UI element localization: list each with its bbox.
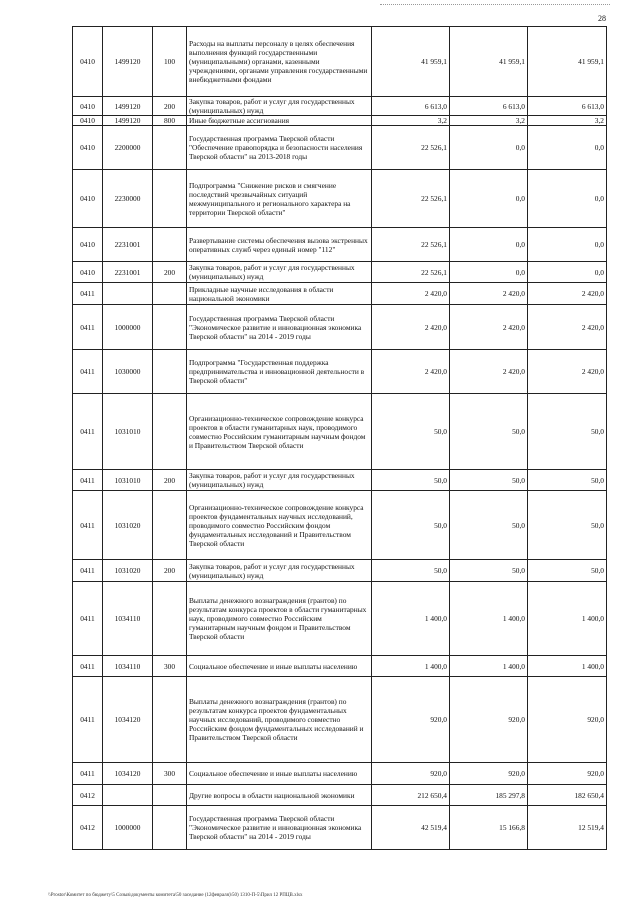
amount-year1-cell: 1 400,0: [372, 656, 450, 677]
section-code-cell: 0411: [73, 394, 103, 470]
item-name-cell: Государственная программа Тверской области "Экономическое развитие и инновационная экономика Тверской области" на 2014 - 2019 годы: [187, 305, 372, 350]
target-article-cell: 1499120: [103, 97, 153, 116]
section-code-cell: 0412: [73, 806, 103, 850]
amount-year3-cell: 12 519,4: [528, 806, 607, 850]
target-article-cell: 2200000: [103, 126, 153, 170]
target-article-cell: 1034110: [103, 582, 153, 656]
amount-year3-cell: 0,0: [528, 170, 607, 228]
amount-year2-cell: 0,0: [450, 170, 528, 228]
item-name-cell: Развертывание системы обеспечения вызова экстренных оперативных служб через единый номер "112": [187, 228, 372, 262]
expense-type-cell: 200: [153, 560, 187, 582]
amount-year3-cell: 3,2: [528, 116, 607, 126]
table-row: [73, 785, 607, 806]
item-name-cell: Расходы на выплаты персоналу в целях обеспечения выполнения функций государственными (муниципальными) органами, казенными учреждениями, органами управления государственными внебюджетными фондами: [187, 27, 372, 97]
item-name-cell: Организационно-техническое сопровождение конкурса проектов фундаментальных научных исследований, проводимого совместно Российским фондом фундаментальных исследований и Правительством Тверской области: [187, 491, 372, 560]
expense-type-cell: [153, 170, 187, 228]
table-row: [73, 394, 607, 470]
amount-year2-cell: 50,0: [450, 394, 528, 470]
amount-year1-cell: 41 959,1: [372, 27, 450, 97]
expense-type-cell: 100: [153, 27, 187, 97]
section-code-cell: 0410: [73, 170, 103, 228]
section-code-cell: 0411: [73, 677, 103, 763]
amount-year1-cell: 22 526,1: [372, 262, 450, 283]
item-name-cell: Выплаты денежного вознаграждения (грантов) по результатам конкурса проектов фундаментальных научных исследований, проводимого совместно Российским фондом фундаментальных исследований и Правительством Тверской области: [187, 677, 372, 763]
file-path-footer: \\Prostor\Комитет по бюджету\5 Созыв\документы комитета\50 заседание (12февраля)\50) 1310-П-5\Прил 12 РПЦВ.xlsx: [48, 893, 303, 898]
target-article-cell: 1031010: [103, 470, 153, 491]
table-row: [73, 763, 607, 785]
amount-year1-cell: 22 526,1: [372, 126, 450, 170]
table-row: [73, 656, 607, 677]
amount-year1-cell: 42 519,4: [372, 806, 450, 850]
amount-year2-cell: 185 297,8: [450, 785, 528, 806]
item-name-cell: Иные бюджетные ассигнования: [187, 116, 372, 126]
expense-type-cell: 300: [153, 763, 187, 785]
section-code-cell: 0410: [73, 97, 103, 116]
target-article-cell: 1499120: [103, 116, 153, 126]
item-name-cell: Подпрограмма "Снижение рисков и смягчение последствий чрезвычайных ситуаций межмуниципального и регионального характера на территории Тверской области": [187, 170, 372, 228]
amount-year2-cell: 15 166,8: [450, 806, 528, 850]
expense-type-cell: [153, 785, 187, 806]
amount-year3-cell: 1 400,0: [528, 656, 607, 677]
section-code-cell: 0410: [73, 27, 103, 97]
item-name-cell: Закупка товаров, работ и услуг для государственных (муниципальных) нужд: [187, 262, 372, 283]
item-name-cell: Закупка товаров, работ и услуг для государственных (муниципальных) нужд: [187, 97, 372, 116]
expense-type-cell: 200: [153, 470, 187, 491]
item-name-cell: Прикладные научные исследования в области национальной экономики: [187, 283, 372, 305]
target-article-cell: 1499120: [103, 27, 153, 97]
target-article-cell: 1030000: [103, 350, 153, 394]
expense-type-cell: [153, 806, 187, 850]
target-article-cell: 1031010: [103, 394, 153, 470]
expense-type-cell: [153, 491, 187, 560]
section-code-cell: 0411: [73, 582, 103, 656]
item-name-cell: Государственная программа Тверской области "Обеспечение правопорядка и безопасности населения Тверской области" на 2013-2018 годы: [187, 126, 372, 170]
amount-year3-cell: 50,0: [528, 560, 607, 582]
table-row: [73, 350, 607, 394]
amount-year3-cell: 920,0: [528, 677, 607, 763]
target-article-cell: 2231001: [103, 262, 153, 283]
amount-year1-cell: 50,0: [372, 560, 450, 582]
amount-year3-cell: 50,0: [528, 491, 607, 560]
section-code-cell: 0410: [73, 228, 103, 262]
item-name-cell: Государственная программа Тверской области "Экономическое развитие и инновационная экономика Тверской области" на 2014 - 2019 годы: [187, 806, 372, 850]
table-row: [73, 677, 607, 763]
table-row: [73, 170, 607, 228]
expense-type-cell: [153, 394, 187, 470]
amount-year2-cell: 1 400,0: [450, 582, 528, 656]
expense-type-cell: [153, 677, 187, 763]
item-name-cell: Другие вопросы в области национальной экономики: [187, 785, 372, 806]
table-row: [73, 582, 607, 656]
amount-year3-cell: 41 959,1: [528, 27, 607, 97]
expense-type-cell: [153, 305, 187, 350]
table-row: [73, 305, 607, 350]
item-name-cell: Подпрограмма "Государственная поддержка предпринимательства и инновационной деятельности в Тверской области": [187, 350, 372, 394]
target-article-cell: 1031020: [103, 491, 153, 560]
target-article-cell: 1000000: [103, 806, 153, 850]
amount-year1-cell: 3,2: [372, 116, 450, 126]
section-code-cell: 0412: [73, 785, 103, 806]
amount-year1-cell: 50,0: [372, 394, 450, 470]
table-row: [73, 491, 607, 560]
amount-year2-cell: 41 959,1: [450, 27, 528, 97]
expense-type-cell: [153, 228, 187, 262]
target-article-cell: [103, 785, 153, 806]
expense-type-cell: [153, 350, 187, 394]
amount-year3-cell: 0,0: [528, 126, 607, 170]
expense-type-cell: 800: [153, 116, 187, 126]
table-row: [73, 116, 607, 126]
table-row: [73, 283, 607, 305]
table-row: [73, 262, 607, 283]
table-row: [73, 806, 607, 850]
expense-type-cell: [153, 126, 187, 170]
amount-year2-cell: 50,0: [450, 560, 528, 582]
section-code-cell: 0410: [73, 126, 103, 170]
target-article-cell: 1000000: [103, 305, 153, 350]
table-row: [73, 560, 607, 582]
expense-type-cell: [153, 283, 187, 305]
amount-year3-cell: 50,0: [528, 470, 607, 491]
expense-type-cell: 200: [153, 97, 187, 116]
section-code-cell: 0411: [73, 283, 103, 305]
table-row: [73, 97, 607, 116]
amount-year3-cell: 0,0: [528, 262, 607, 283]
amount-year3-cell: 2 420,0: [528, 283, 607, 305]
budget-table: [72, 26, 607, 850]
expense-type-cell: [153, 582, 187, 656]
target-article-cell: 1034120: [103, 677, 153, 763]
amount-year2-cell: 920,0: [450, 677, 528, 763]
amount-year3-cell: 2 420,0: [528, 305, 607, 350]
amount-year2-cell: 2 420,0: [450, 350, 528, 394]
amount-year1-cell: 920,0: [372, 763, 450, 785]
amount-year1-cell: 920,0: [372, 677, 450, 763]
table-row: [73, 27, 607, 97]
amount-year2-cell: 0,0: [450, 126, 528, 170]
target-article-cell: [103, 283, 153, 305]
amount-year1-cell: 50,0: [372, 470, 450, 491]
amount-year3-cell: 182 650,4: [528, 785, 607, 806]
amount-year1-cell: 50,0: [372, 491, 450, 560]
amount-year3-cell: 920,0: [528, 763, 607, 785]
amount-year3-cell: 1 400,0: [528, 582, 607, 656]
item-name-cell: Выплаты денежного вознаграждения (грантов) по результатам конкурса проектов в области гуманитарных наук, проводимого совместно Российским гуманитарным научным фондом и Правительством Тверской области: [187, 582, 372, 656]
amount-year3-cell: 0,0: [528, 228, 607, 262]
target-article-cell: 1031020: [103, 560, 153, 582]
target-article-cell: 1034120: [103, 763, 153, 785]
amount-year2-cell: 0,0: [450, 262, 528, 283]
section-code-cell: 0411: [73, 656, 103, 677]
section-code-cell: 0410: [73, 116, 103, 126]
amount-year1-cell: 6 613,0: [372, 97, 450, 116]
target-article-cell: 2231001: [103, 228, 153, 262]
amount-year2-cell: 2 420,0: [450, 283, 528, 305]
item-name-cell: Социальное обеспечение и иные выплаты населению: [187, 656, 372, 677]
section-code-cell: 0411: [73, 350, 103, 394]
item-name-cell: Организационно-техническое сопровождение конкурса проектов в области гуманитарных наук, проводимого совместно Российским гуманитарным научным фондом и Правительством Тверской области: [187, 394, 372, 470]
table-row: [73, 126, 607, 170]
amount-year1-cell: 22 526,1: [372, 170, 450, 228]
item-name-cell: Закупка товаров, работ и услуг для государственных (муниципальных) нужд: [187, 560, 372, 582]
amount-year1-cell: 2 420,0: [372, 305, 450, 350]
amount-year2-cell: 3,2: [450, 116, 528, 126]
amount-year2-cell: 50,0: [450, 470, 528, 491]
section-code-cell: 0411: [73, 305, 103, 350]
amount-year1-cell: 22 526,1: [372, 228, 450, 262]
section-code-cell: 0411: [73, 470, 103, 491]
table-row: [73, 228, 607, 262]
target-article-cell: 2230000: [103, 170, 153, 228]
amount-year3-cell: 50,0: [528, 394, 607, 470]
item-name-cell: Социальное обеспечение и иные выплаты населению: [187, 763, 372, 785]
amount-year1-cell: 1 400,0: [372, 582, 450, 656]
target-article-cell: 1034110: [103, 656, 153, 677]
page-number: 28: [598, 14, 606, 23]
section-code-cell: 0410: [73, 262, 103, 283]
amount-year3-cell: 6 613,0: [528, 97, 607, 116]
amount-year1-cell: 2 420,0: [372, 283, 450, 305]
section-code-cell: 0411: [73, 560, 103, 582]
amount-year2-cell: 6 613,0: [450, 97, 528, 116]
section-code-cell: 0411: [73, 491, 103, 560]
amount-year2-cell: 1 400,0: [450, 656, 528, 677]
amount-year2-cell: 50,0: [450, 491, 528, 560]
amount-year1-cell: 2 420,0: [372, 350, 450, 394]
section-code-cell: 0411: [73, 763, 103, 785]
expense-type-cell: 200: [153, 262, 187, 283]
item-name-cell: Закупка товаров, работ и услуг для государственных (муниципальных) нужд: [187, 470, 372, 491]
amount-year1-cell: 212 650,4: [372, 785, 450, 806]
amount-year2-cell: 0,0: [450, 228, 528, 262]
amount-year2-cell: 2 420,0: [450, 305, 528, 350]
amount-year3-cell: 2 420,0: [528, 350, 607, 394]
expense-type-cell: 300: [153, 656, 187, 677]
amount-year2-cell: 920,0: [450, 763, 528, 785]
header-rule: [380, 4, 610, 5]
table-row: [73, 470, 607, 491]
